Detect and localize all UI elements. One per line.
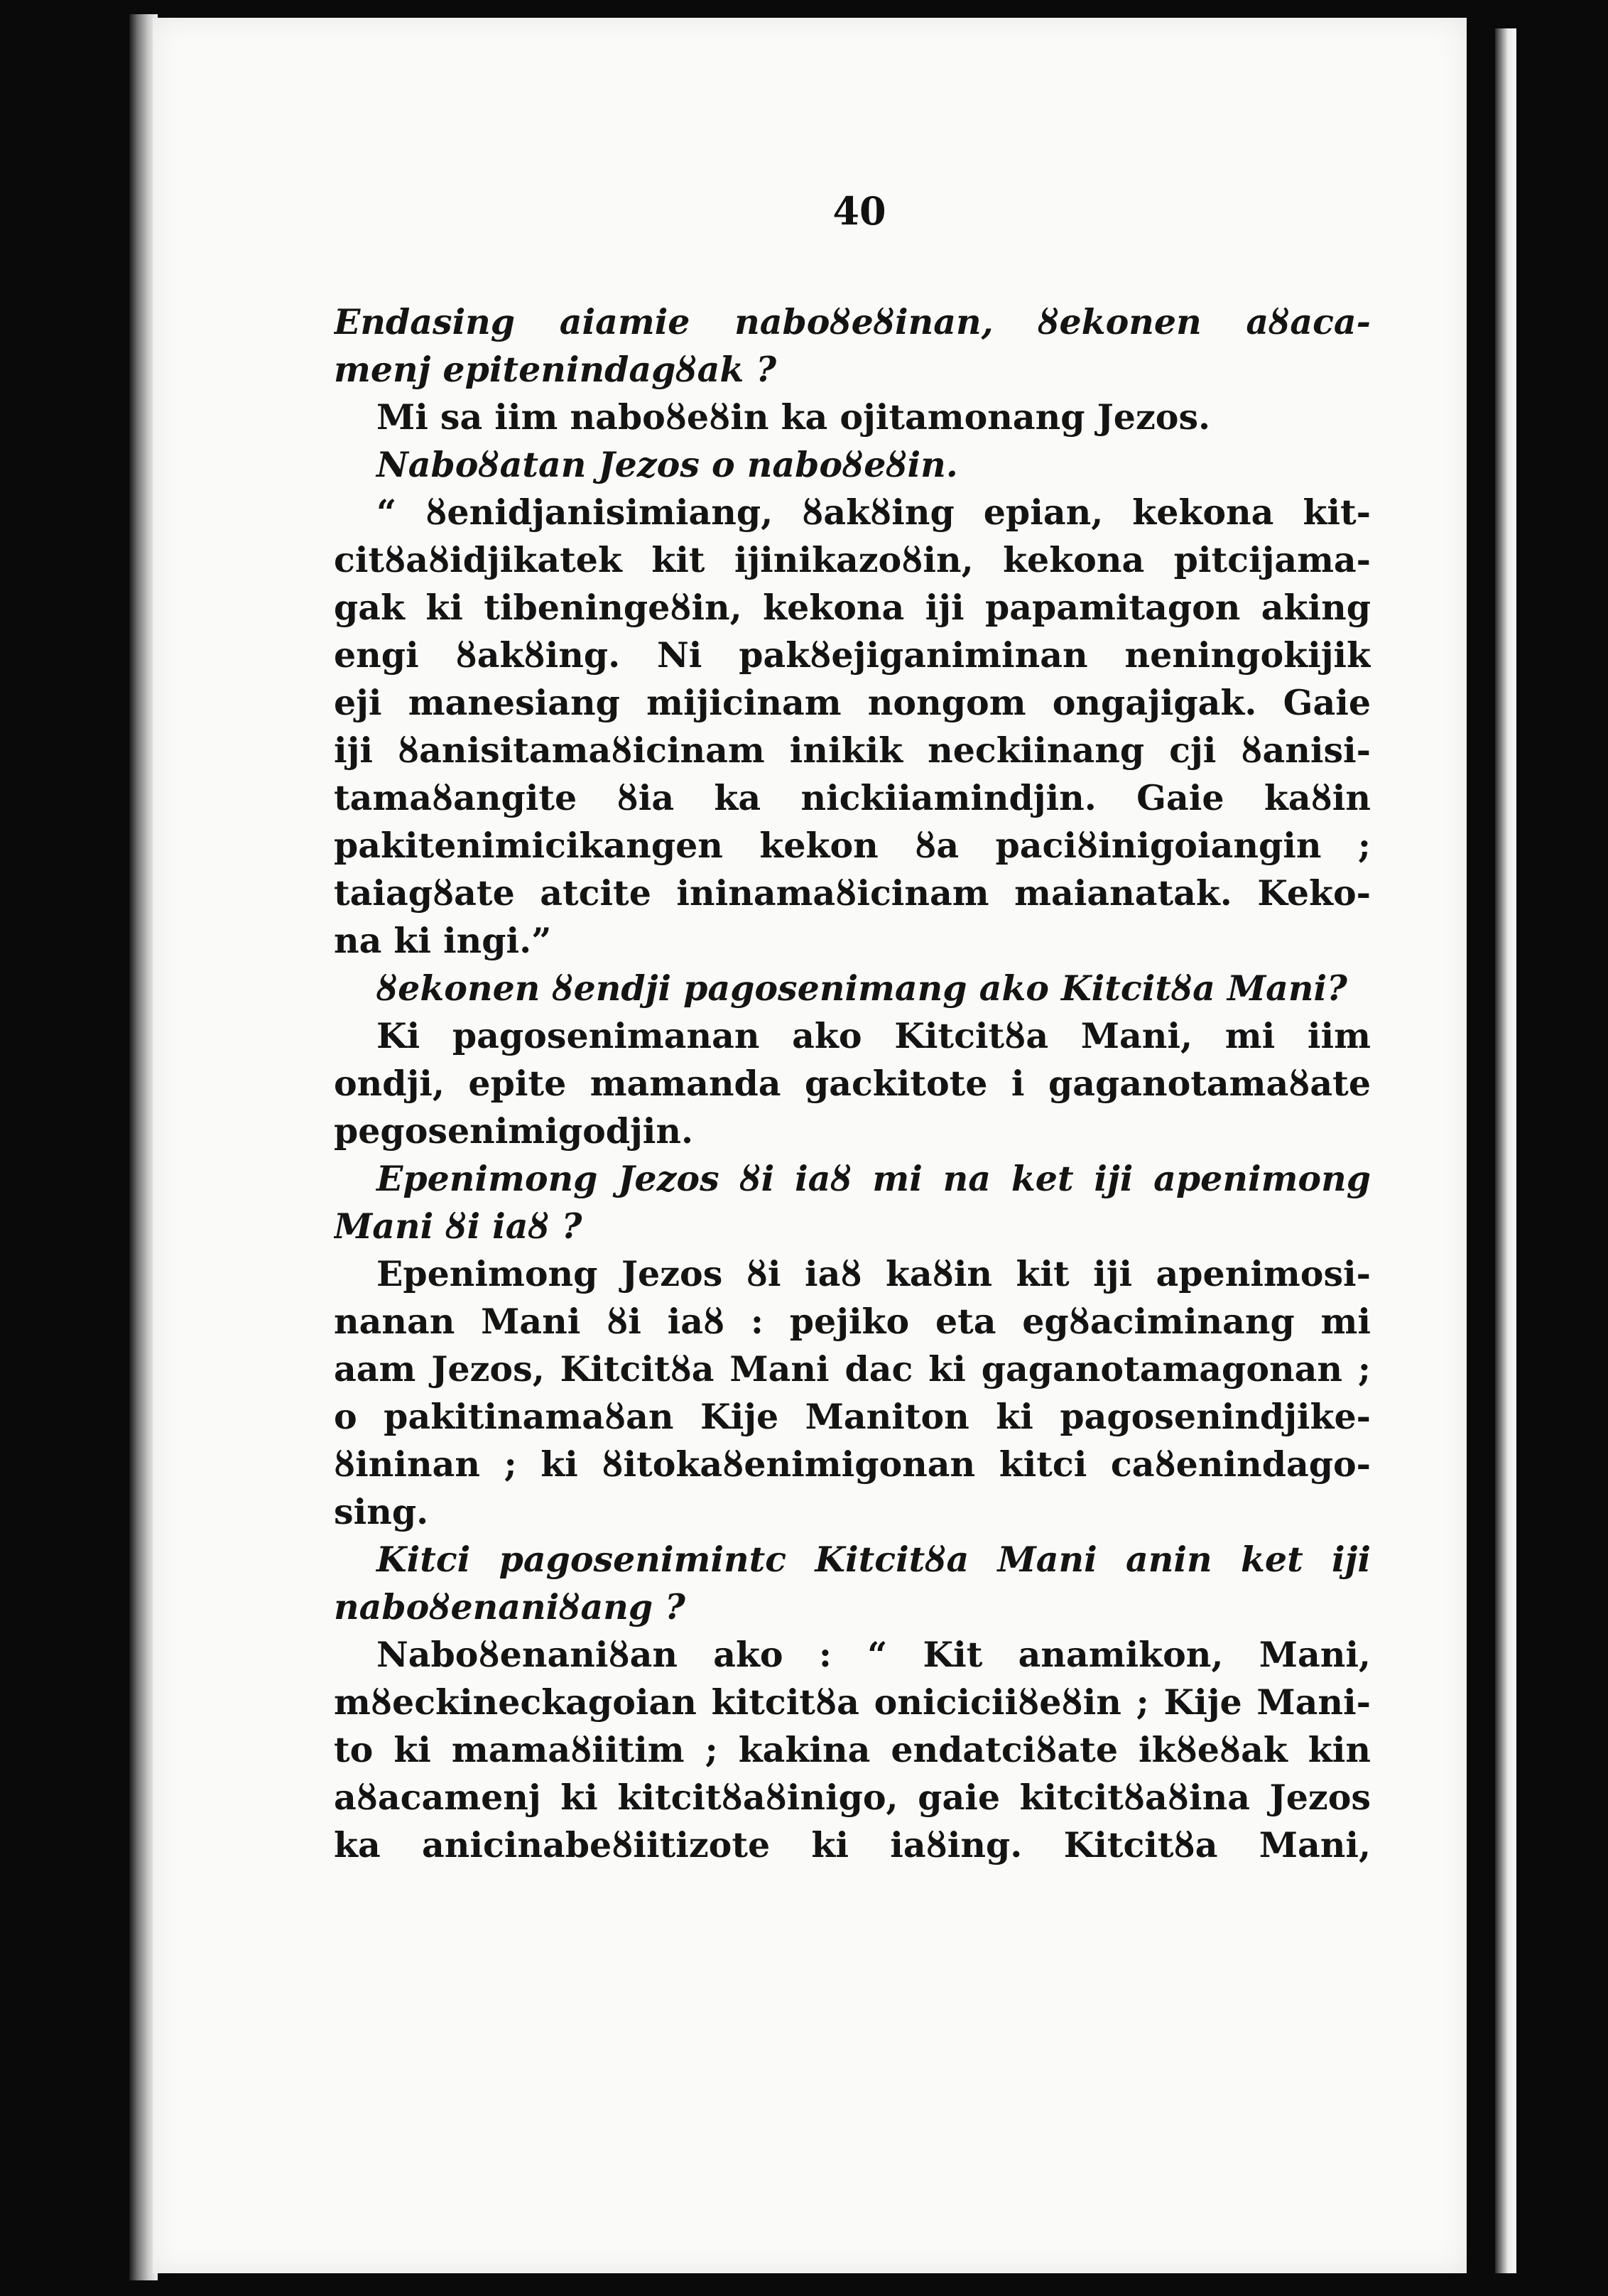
- text-line: Endasing aiamie naboȣeȣinan, ȣekonen aȣaca-: [334, 301, 1371, 342]
- text-line: Mi sa iim naboȣeȣin ka ojitamonang Jezos.: [376, 396, 1211, 438]
- text-line: ka anicinabeȣiitizote ki iaȣing. Kitcitȣa Mani,: [334, 1824, 1371, 1866]
- text-line: engi ȣakȣing. Ni pakȣejiganiminan neningokijik: [334, 634, 1371, 676]
- text-line: mȣeckineckagoian kitcitȣa oniciciiȣeȣin ; Kije Mani-: [334, 1682, 1371, 1723]
- text-line: Mani ȣi iaȣ ?: [334, 1206, 582, 1247]
- text-line: to ki mamaȣiitim ; kakina endatciȣate ikȣeȣak kin: [334, 1729, 1371, 1770]
- text-line: aȣacamenj ki kitcitȣaȣinigo, gaie kitcitȣaȣina Jezos: [334, 1777, 1371, 1818]
- text-line: taiagȣate atcite ininamaȣicinam maianatak. Keko-: [334, 872, 1371, 914]
- text-line: pakitenimicikangen kekon ȣa paciȣinigoiangin ;: [334, 825, 1371, 866]
- text-line: Naboȣatan Jezos o naboȣeȣin.: [376, 444, 958, 485]
- text-line: menj epitenindagȣak ?: [334, 349, 777, 390]
- text-line: iji ȣanisitamaȣicinam inikik neckiinang cji ȣanisi-: [334, 730, 1371, 771]
- text-line: Epenimong Jezos ȣi iaȣ kaȣin kit iji apenimosi-: [376, 1253, 1371, 1294]
- text-line: eji manesiang mijicinam nongom ongajigak. Gaie: [334, 682, 1371, 723]
- text-line: ȣininan ; ki ȣitokaȣenimigonan kitci caȣenindago-: [334, 1444, 1371, 1485]
- text-line: nanan Mani ȣi iaȣ : pejiko eta egȣaciminang mi: [334, 1301, 1371, 1342]
- text-line: Kitci pagosenimintc Kitcitȣa Mani anin ket iji: [376, 1539, 1371, 1580]
- text-line: Ki pagosenimanan ako Kitcitȣa Mani, mi iim: [376, 1015, 1371, 1056]
- text-line: Epenimong Jezos ȣi iaȣ mi na ket iji apenimong: [376, 1158, 1371, 1199]
- text-line: “ ȣenidjanisimiang, ȣakȣing epian, kekona kit-: [376, 492, 1371, 533]
- text-line: aam Jezos, Kitcitȣa Mani dac ki gaganotamagonan ;: [334, 1348, 1371, 1390]
- page-number: 40: [832, 188, 886, 234]
- page-text-body: [334, 298, 1371, 1869]
- text-line: sing.: [334, 1491, 429, 1532]
- text-line: citȣaȣidjikatek kit ijinikazoȣin, kekona pitcijama-: [334, 539, 1371, 580]
- text-line: ȣekonen ȣendji pagosenimang ako Kitcitȣa Mani?: [376, 968, 1347, 1009]
- facing-page-strip: [1495, 28, 1516, 2273]
- text-line: gak ki tibeningeȣin, kekona iji papamitagon aking: [334, 587, 1371, 628]
- text-line: naboȣenaniȣang ?: [334, 1586, 685, 1628]
- text-line: pegosenimigodjin.: [334, 1110, 694, 1152]
- facing-page-edge: [1481, 28, 1608, 2273]
- text-line: Naboȣenaniȣan ako : “ Kit anamikon, Mani,: [376, 1634, 1371, 1675]
- text-line: ondji, epite mamanda gackitote i gaganotamaȣate: [334, 1063, 1371, 1104]
- text-line: o pakitinamaȣan Kije Maniton ki pagosenindjike-: [334, 1396, 1371, 1437]
- text-line: na ki ingi.”: [334, 920, 552, 961]
- text-line: tamaȣangite ȣia ka nickiiamindjin. Gaie kaȣin: [334, 777, 1371, 818]
